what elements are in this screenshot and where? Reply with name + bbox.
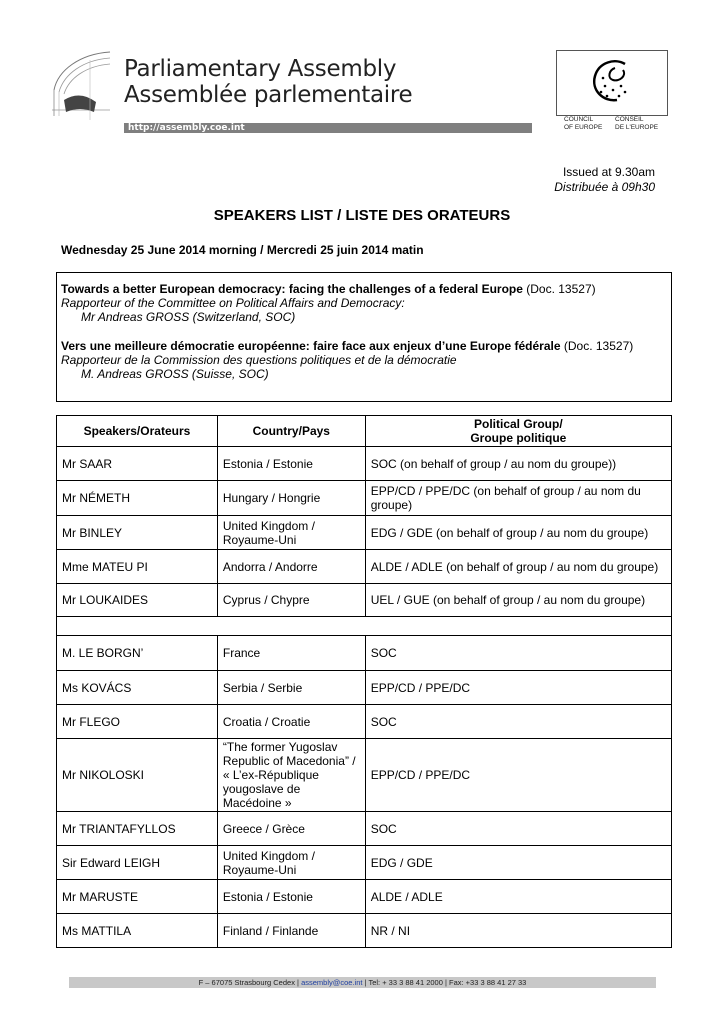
table-row (57, 584, 672, 617)
speakers-table (56, 415, 672, 948)
agenda-title-fr-line (61, 339, 667, 353)
rapporteur-fr: M. Andreas GROSS (Suisse, SOC) (81, 367, 269, 381)
speaker-cell: Mr MARUSTE (57, 880, 218, 914)
speaker-cell: Mme MATEU PI (57, 550, 218, 584)
separator-row (57, 617, 672, 636)
group-cell: EPP/CD / PPE/DC (365, 739, 671, 812)
country-cell: Hungary / Hongrie (217, 481, 365, 516)
group-cell: UEL / GUE (on behalf of group / au nom du groupe) (365, 584, 671, 617)
assembly-url-link[interactable]: http://assembly.coe.int (128, 123, 245, 133)
speaker-cell: Mr NIKOLOSKI (57, 739, 218, 812)
header-group-line-2: Groupe politique (470, 431, 567, 445)
rapporteur-line-en: Rapporteur of the Committee on Political Affairs and Democracy: (61, 296, 405, 310)
country-cell: Cyprus / Chypre (217, 584, 365, 617)
rapporteur-en: Mr Andreas GROSS (Switzerland, SOC) (81, 310, 296, 324)
country-cell: France (217, 636, 365, 671)
speaker-cell: Mr NÉMETH (57, 481, 218, 516)
group-cell: ALDE / ADLE (365, 880, 671, 914)
assembly-hemicycle-logo-icon (50, 50, 112, 122)
speaker-cell: Ms KOVÁCS (57, 671, 218, 705)
header-speakers: Speakers/Orateurs (57, 416, 218, 447)
coe-label-fr-line-2: DE L'EUROPE (615, 123, 659, 131)
footer-phone-fax: | Tel: + 33 3 88 41 2000 | Fax: +33 3 88 41 27 33 (362, 978, 527, 987)
council-of-europe-emblem-icon (585, 54, 641, 110)
issued-time (554, 165, 655, 195)
country-cell: Estonia / Estonie (217, 880, 365, 914)
separator-cell (57, 617, 672, 636)
table-row (57, 880, 672, 914)
table-row (57, 812, 672, 846)
speaker-cell: Ms MATTILA (57, 914, 218, 948)
table-row (57, 739, 672, 812)
agenda-doc-fr: (Doc. 13527) (560, 339, 634, 353)
group-cell: SOC (365, 636, 671, 671)
footer-address: F – 67075 Strasbourg Cedex | (198, 978, 302, 987)
coe-label-en-line-1: COUNCIL (564, 116, 594, 123)
table-row (57, 636, 672, 671)
table-row (57, 846, 672, 880)
header-country: Country/Pays (217, 416, 365, 447)
group-cell: SOC (365, 705, 671, 739)
speaker-cell: Sir Edward LEIGH (57, 846, 218, 880)
group-cell: EPP/CD / PPE/DC (365, 671, 671, 705)
speaker-cell: Mr LOUKAIDES (57, 584, 218, 617)
coe-label-fr-line-1: CONSEIL (615, 116, 644, 123)
rapporteur-line-fr: Rapporteur de la Commission des questions politiques et de la démocratie (61, 353, 457, 367)
agenda-title-en: Towards a better European democracy: facing the challenges of a federal Europe (61, 282, 523, 296)
country-cell: Greece / Grèce (217, 812, 365, 846)
group-cell: SOC (on behalf of group / au nom du groupe)) (365, 447, 671, 481)
agenda-title-en-line (61, 282, 667, 296)
table-row (57, 671, 672, 705)
country-cell: Andorra / Andorre (217, 550, 365, 584)
coe-label-en (564, 116, 602, 131)
country-cell: United Kingdom / Royaume-Uni (217, 846, 365, 880)
speaker-cell: Mr FLEGO (57, 705, 218, 739)
session-date: Wednesday 25 June 2014 morning / Mercredi 25 juin 2014 matin (61, 243, 424, 257)
header-group (365, 416, 671, 447)
page-title: SPEAKERS LIST / LISTE DES ORATEURS (213, 207, 511, 224)
issued-time-fr: Distribuée à 09h30 (554, 180, 655, 194)
country-cell: Estonia / Estonie (217, 447, 365, 481)
assembly-name-fr: Assemblée parlementaire (124, 82, 413, 108)
coe-label-en-line-2: OF EUROPE (564, 123, 603, 131)
group-cell: EPP/CD / PPE/DC (on behalf of group / au nom du groupe) (365, 481, 671, 516)
assembly-name (124, 56, 412, 108)
footer-contact (69, 977, 656, 988)
council-of-europe-logo (556, 50, 668, 116)
group-cell: NR / NI (365, 914, 671, 948)
country-cell: Finland / Finlande (217, 914, 365, 948)
url-bar (124, 123, 532, 133)
country-cell: Serbia / Serbie (217, 671, 365, 705)
speaker-cell: M. LE BORGN’ (57, 636, 218, 671)
table-row (57, 550, 672, 584)
table-row (57, 705, 672, 739)
table-header-row (57, 416, 672, 447)
group-cell: EDG / GDE (365, 846, 671, 880)
footer-email-link[interactable]: assembly@coe.int (301, 978, 363, 987)
header-group-line-1: Political Group/ (474, 417, 563, 431)
agenda-doc-en: (Doc. 13527) (522, 282, 596, 296)
speaker-cell: Mr BINLEY (57, 516, 218, 550)
country-cell: “The former Yugoslav Republic of Macedonia” / « L’ex-République yougoslave de Macédoine » (217, 739, 365, 812)
speaker-cell: Mr TRIANTAFYLLOS (57, 812, 218, 846)
table-row (57, 447, 672, 481)
table-row (57, 481, 672, 516)
table-row (57, 516, 672, 550)
speaker-cell: Mr SAAR (57, 447, 218, 481)
group-cell: EDG / GDE (on behalf of group / au nom du groupe) (365, 516, 671, 550)
speakers-table-body (57, 447, 672, 948)
agenda-title-fr: Vers une meilleure démocratie européenne: faire face aux enjeux d’une Europe fédérale (61, 339, 561, 353)
table-row (57, 914, 672, 948)
country-cell: United Kingdom / Royaume-Uni (217, 516, 365, 550)
country-cell: Croatia / Croatie (217, 705, 365, 739)
assembly-name-en: Parliamentary Assembly (124, 56, 397, 82)
issued-time-en: Issued at 9.30am (562, 165, 655, 179)
group-cell: SOC (365, 812, 671, 846)
agenda-item-box (56, 272, 672, 402)
assembly-header (50, 50, 532, 134)
coe-label-fr (615, 116, 658, 131)
group-cell: ALDE / ADLE (on behalf of group / au nom du groupe) (365, 550, 671, 584)
